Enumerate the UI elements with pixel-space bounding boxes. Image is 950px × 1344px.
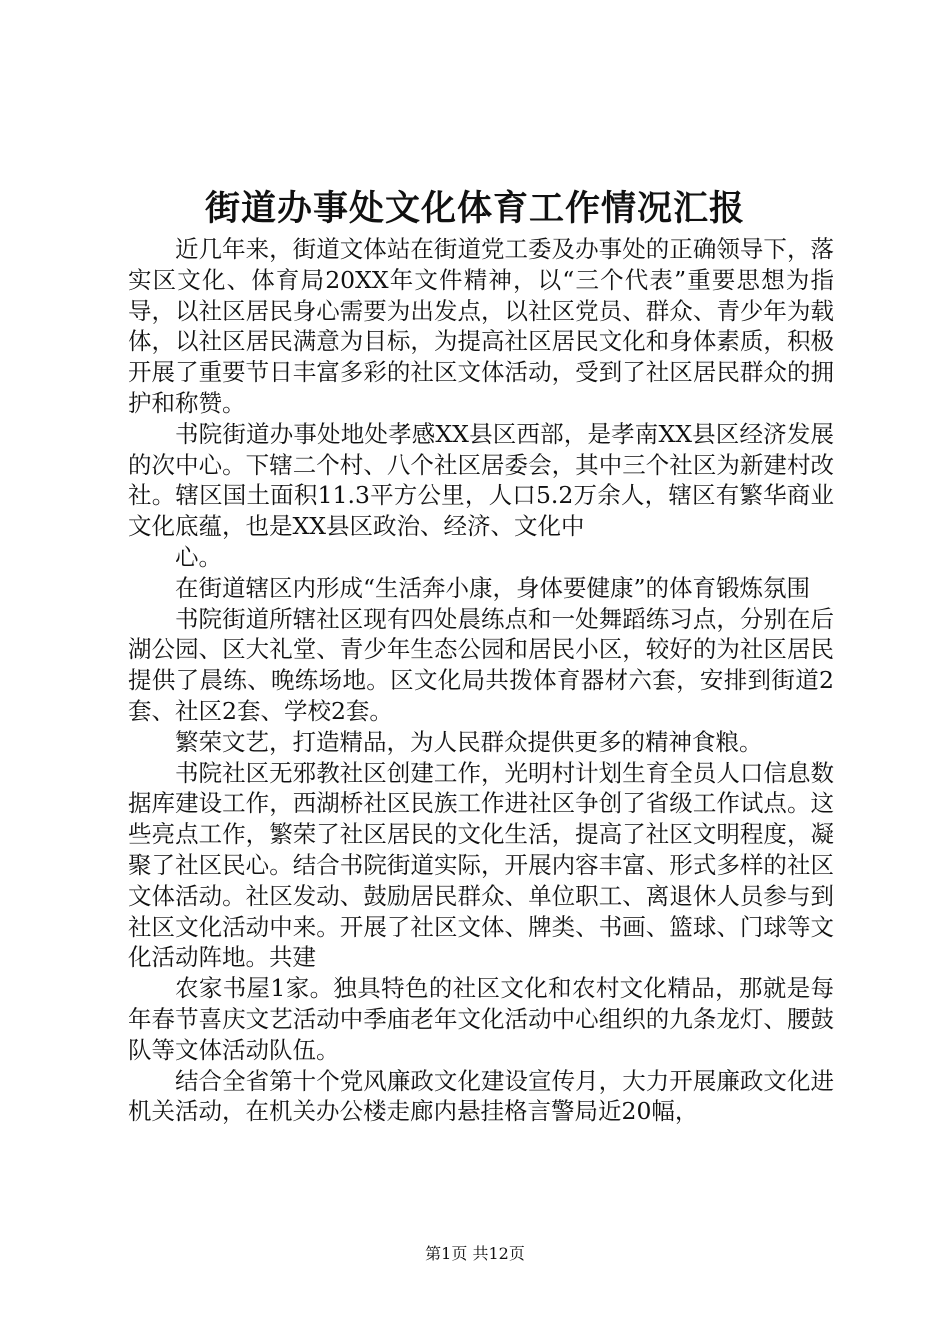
paragraph: 心。 bbox=[175, 542, 222, 571]
page-footer bbox=[0, 1243, 950, 1265]
paragraph: 书院街道所辖社区现有四处晨练点和一处舞蹈练习点，分别在后湖公园、区大礼堂、青少年生态公园和居民小区，较好的为社区居民提供了晨练、晚练场地。区文化局共拨体育器材六套，安排到街道2套、社区2套、学校2套。 bbox=[128, 604, 834, 725]
paragraph: 在街道辖区内形成“生活奔小康，身体要健康”的体育锻炼氛围 bbox=[175, 573, 811, 602]
document-body bbox=[128, 234, 834, 1127]
paragraph: 结合全省第十个党风廉政文化建设宣传月，大力开展廉政文化进机关活动，在机关办公楼走廊内悬挂格言警局近20幅， bbox=[128, 1066, 834, 1126]
page-number: 第1页 bbox=[425, 1244, 468, 1263]
paragraph: 书院街道办事处地处孝感XX县区西部，是孝南XX县区经济发展的次中心。下辖二个村、八个社区居委会，其中三个社区为新建村改社。辖区国土面积11.3平方公里，人口5.2万余人，辖区有繁华商业文化底蕴，也是XX县区政治、经济、文化中 bbox=[128, 419, 834, 541]
document-title: 街道办事处文化体育工作情况汇报 bbox=[204, 188, 745, 229]
paragraph: 农家书屋1家。独具特色的社区文化和农村文化精品，那就是每年春节喜庆文艺活动中季庙老年文化活动中心组织的九条龙灯、腰鼓队等文体活动队伍。 bbox=[128, 974, 834, 1064]
paragraph: 书院社区无邪教社区创建工作，光明村计划生育全员人口信息数据库建设工作，西湖桥社区民族工作进社区争创了省级工作试点。这些亮点工作，繁荣了社区居民的文化生活，提高了社区文明程度，凝聚了社区民心。结合书院街道实际，开展内容丰富、形式多样的社区文体活动。社区发动、鼓励居民群众、单位职工、离退休人员参与到社区文化活动中来。开展了社区文体、牌类、书画、篮球、门球等文化活动阵地。共建 bbox=[128, 758, 834, 972]
paragraph: 近几年来，街道文体站在街道党工委及办事处的正确领导下，落实区文化、体育局20XX年文件精神，以“三个代表”重要思想为指导，以社区居民身心需要为出发点，以社区党员、群众、青少年为载体，以社区居民满意为目标，为提高社区居民文化和身体素质，积极开展了重要节日丰富多彩的社区文体活动，受到了社区居民群众的拥护和称赞。 bbox=[128, 235, 834, 417]
page-total: 共12页 bbox=[472, 1244, 525, 1263]
paragraph: 繁荣文艺，打造精品，为人民群众提供更多的精神食粮。 bbox=[175, 727, 763, 756]
